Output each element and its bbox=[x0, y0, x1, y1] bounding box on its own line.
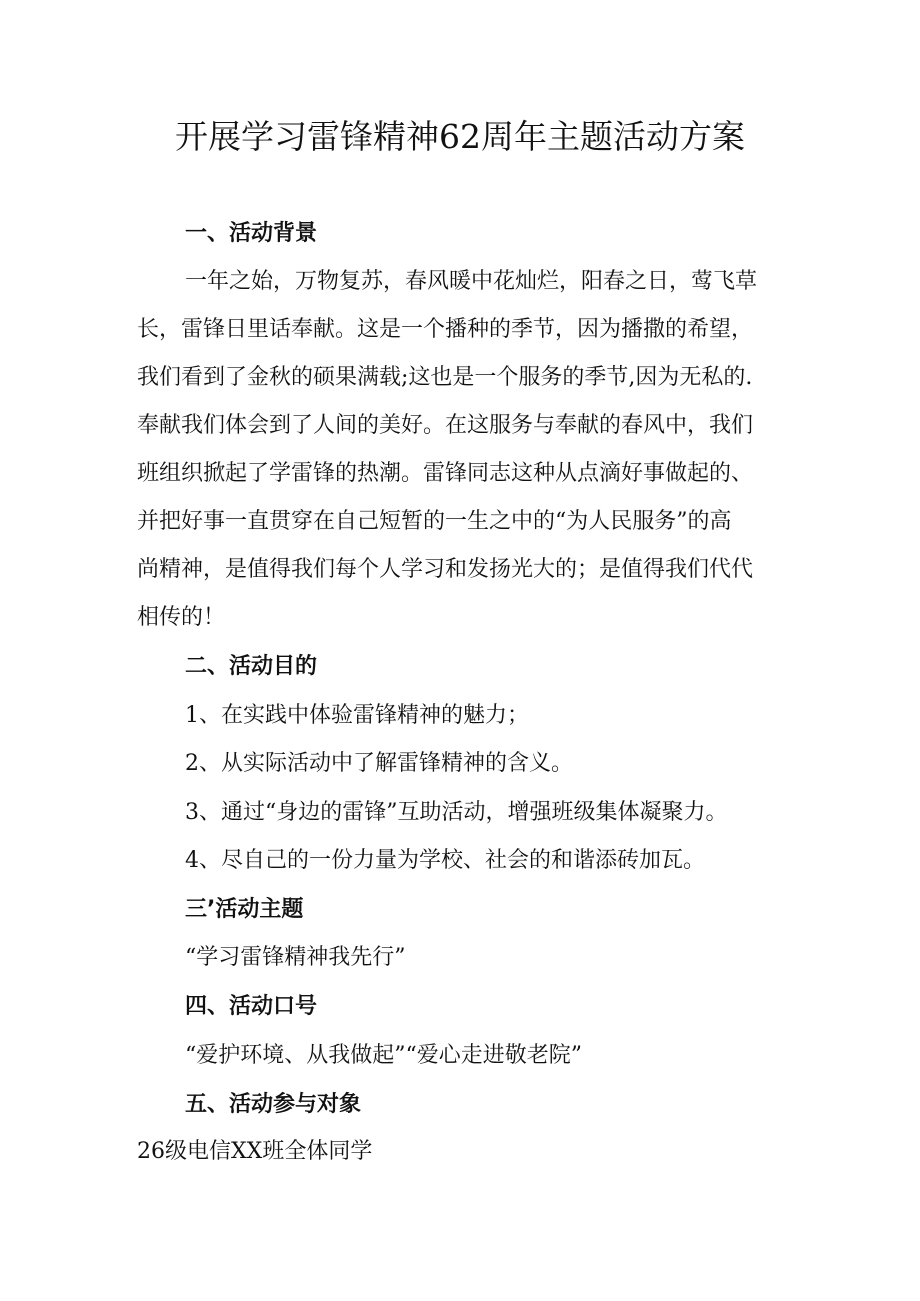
document-title: 开展学习雷锋精神62周年主题活动方案 bbox=[175, 117, 745, 156]
participants-text: 26级电信XX班全体同学 bbox=[137, 1139, 373, 1164]
purpose-item: 2、从实际活动中了解雷锋精神的含义。 bbox=[185, 751, 573, 776]
section-heading-purpose: 二、活动目的 bbox=[185, 654, 318, 679]
purpose-item: 4、尽自己的一份力量为学校、社会的和谐添砖加瓦。 bbox=[185, 848, 705, 873]
paragraph-line: 长，雷锋日里话奉献。这是一个播种的季节，因为播撒的希望， bbox=[137, 317, 754, 342]
theme-text: “学习雷锋精神我先行” bbox=[185, 945, 406, 970]
purpose-item: 1、在实践中体验雷锋精神的魅力； bbox=[185, 703, 529, 728]
paragraph-line: 我们看到了金秋的硕果满载;这也是一个服务的季节,因为无私的. bbox=[137, 365, 753, 390]
slogan-text: “爱护环境、从我做起”“爱心走进敬老院” bbox=[185, 1043, 582, 1068]
paragraph-line: 相传的！ bbox=[137, 605, 226, 630]
paragraph-line: 并把好事一直贯穿在自己短暂的一生之中的“为人民服务”的高 bbox=[137, 509, 732, 534]
purpose-item: 3、通过“身边的雷锋”互助活动，增强班级集体凝聚力。 bbox=[185, 800, 728, 825]
paragraph-line: 一年之始，万物复苏，春风暖中花灿烂，阳春之日，莺飞草 bbox=[185, 269, 758, 294]
section-heading-background: 一、活动背景 bbox=[185, 221, 318, 246]
section-heading-theme: 三’活动主题 bbox=[185, 897, 304, 922]
paragraph-line: 班组织掀起了学雷锋的热潮。雷锋同志这种从点滴好事做起的、 bbox=[137, 461, 754, 486]
paragraph-line: 尚精神，是值得我们每个人学习和发扬光大的；是值得我们代代 bbox=[137, 557, 754, 582]
paragraph-line: 奉献我们体会到了人间的美好。在这服务与奉献的春风中，我们 bbox=[137, 413, 754, 438]
section-heading-slogan: 四、活动口号 bbox=[185, 994, 318, 1019]
section-heading-participants: 五、活动参与对象 bbox=[185, 1092, 362, 1117]
